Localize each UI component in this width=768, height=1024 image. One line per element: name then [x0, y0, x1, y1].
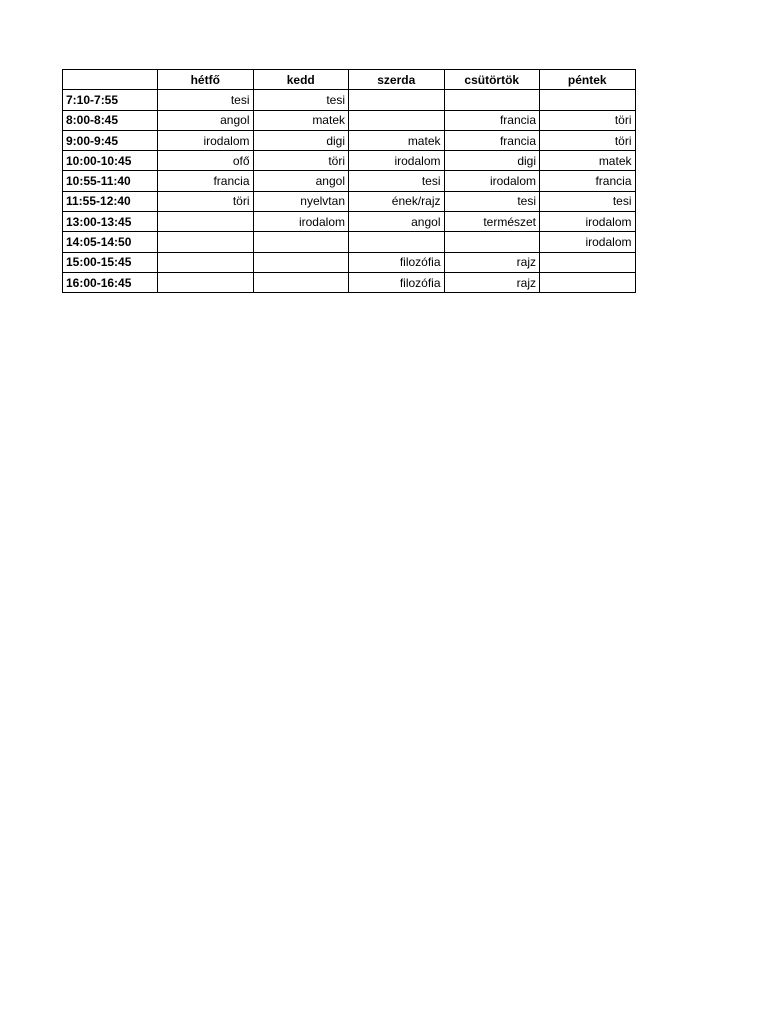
time-slot-cell: 9:00-9:45 — [63, 130, 158, 150]
subject-cell-thursday: francia — [444, 110, 540, 130]
subject-cell-monday — [158, 212, 254, 232]
subject-cell-friday: francia — [540, 171, 636, 191]
subject-cell-tuesday: digi — [253, 130, 349, 150]
subject-cell-wednesday — [349, 232, 445, 252]
table-row — [63, 151, 636, 171]
subject-cell-thursday: természet — [444, 212, 540, 232]
table-row — [63, 212, 636, 232]
subject-cell-friday — [540, 90, 636, 110]
subject-cell-monday: töri — [158, 191, 254, 211]
time-slot-cell: 7:10-7:55 — [63, 90, 158, 110]
subject-cell-friday: matek — [540, 151, 636, 171]
subject-cell-wednesday — [349, 110, 445, 130]
subject-cell-friday: töri — [540, 110, 636, 130]
time-slot-cell: 14:05-14:50 — [63, 232, 158, 252]
table-row — [63, 110, 636, 130]
subject-cell-wednesday: tesi — [349, 171, 445, 191]
table-row — [63, 252, 636, 272]
table-row — [63, 171, 636, 191]
subject-cell-thursday: rajz — [444, 272, 540, 292]
subject-cell-monday — [158, 232, 254, 252]
table-row — [63, 232, 636, 252]
subject-cell-monday: francia — [158, 171, 254, 191]
table-row — [63, 191, 636, 211]
time-slot-cell: 16:00-16:45 — [63, 272, 158, 292]
time-slot-cell: 8:00-8:45 — [63, 110, 158, 130]
subject-cell-thursday: irodalom — [444, 171, 540, 191]
subject-cell-tuesday — [253, 272, 349, 292]
table-row — [63, 130, 636, 150]
subject-cell-tuesday: irodalom — [253, 212, 349, 232]
header-day-wednesday: szerda — [349, 70, 445, 90]
header-row — [63, 70, 636, 90]
timetable-body — [63, 90, 636, 293]
subject-cell-friday — [540, 272, 636, 292]
subject-cell-tuesday: töri — [253, 151, 349, 171]
subject-cell-monday: tesi — [158, 90, 254, 110]
header-day-thursday: csütörtök — [444, 70, 540, 90]
timetable — [62, 69, 636, 293]
subject-cell-wednesday: ének/rajz — [349, 191, 445, 211]
time-slot-cell: 15:00-15:45 — [63, 252, 158, 272]
subject-cell-tuesday: angol — [253, 171, 349, 191]
subject-cell-thursday: francia — [444, 130, 540, 150]
subject-cell-monday — [158, 252, 254, 272]
time-slot-cell: 11:55-12:40 — [63, 191, 158, 211]
subject-cell-wednesday: filozófia — [349, 252, 445, 272]
time-slot-cell: 10:55-11:40 — [63, 171, 158, 191]
subject-cell-wednesday — [349, 90, 445, 110]
subject-cell-thursday: digi — [444, 151, 540, 171]
subject-cell-monday: irodalom — [158, 130, 254, 150]
subject-cell-thursday: rajz — [444, 252, 540, 272]
table-row — [63, 90, 636, 110]
subject-cell-friday — [540, 252, 636, 272]
subject-cell-tuesday — [253, 252, 349, 272]
subject-cell-tuesday: tesi — [253, 90, 349, 110]
time-slot-cell: 10:00-10:45 — [63, 151, 158, 171]
subject-cell-monday — [158, 272, 254, 292]
subject-cell-friday: irodalom — [540, 212, 636, 232]
time-slot-cell: 13:00-13:45 — [63, 212, 158, 232]
subject-cell-friday: töri — [540, 130, 636, 150]
subject-cell-monday: ofő — [158, 151, 254, 171]
subject-cell-wednesday: matek — [349, 130, 445, 150]
subject-cell-wednesday: irodalom — [349, 151, 445, 171]
header-day-friday: péntek — [540, 70, 636, 90]
subject-cell-thursday — [444, 232, 540, 252]
header-day-tuesday: kedd — [253, 70, 349, 90]
header-corner-cell — [63, 70, 158, 90]
subject-cell-wednesday: angol — [349, 212, 445, 232]
subject-cell-wednesday: filozófia — [349, 272, 445, 292]
subject-cell-tuesday: nyelvtan — [253, 191, 349, 211]
table-row — [63, 272, 636, 292]
subject-cell-thursday: tesi — [444, 191, 540, 211]
subject-cell-friday: irodalom — [540, 232, 636, 252]
header-day-monday: hétfő — [158, 70, 254, 90]
subject-cell-monday: angol — [158, 110, 254, 130]
subject-cell-tuesday: matek — [253, 110, 349, 130]
subject-cell-thursday — [444, 90, 540, 110]
subject-cell-tuesday — [253, 232, 349, 252]
subject-cell-friday: tesi — [540, 191, 636, 211]
